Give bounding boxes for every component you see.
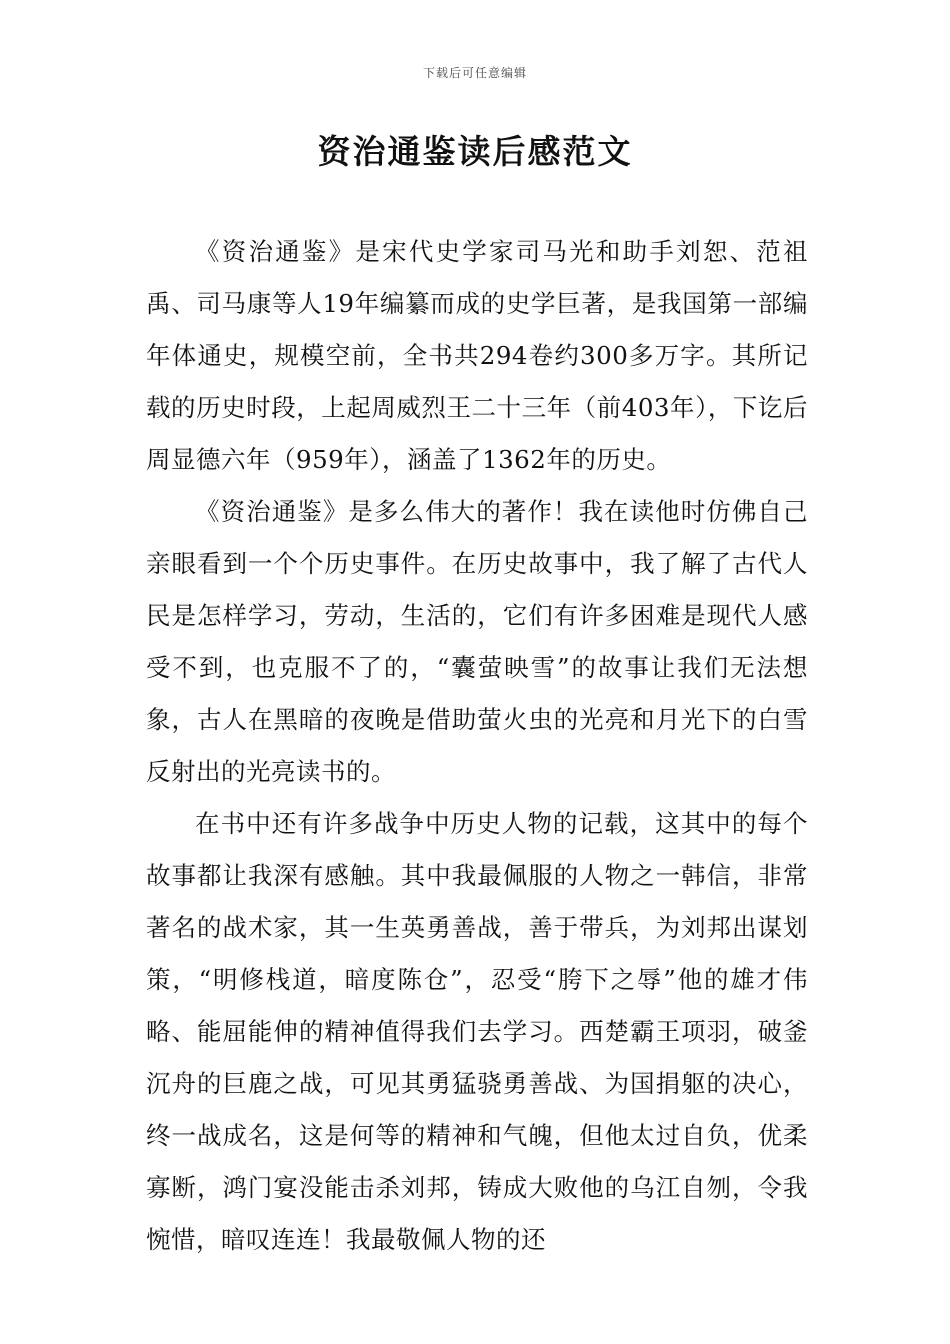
- document-title: 资治通鉴读后感范文: [317, 132, 633, 171]
- paragraph: 《资治通鉴》是多么伟大的著作！我在读他时仿佛自己亲眼看到一个个历史事件。在历史故事中，我了解了古代人民是怎样学习，劳动，生活的，它们有许多困难是现代人感受不到，也克服不了的，“囊萤映雪”的故事让我们无法想象，古人在黑暗的夜晚是借助萤火虫的光亮和月光下的白雪反射出的光亮读书的。: [146, 497, 808, 786]
- paragraph: 《资治通鉴》是宋代史学家司马光和助手刘恕、范祖禹、司马康等人19年编纂而成的史学巨著，是我国第一部编年体通史，规模空前，全书共294卷约300多万字。其所记载的历史时段，上起周威烈王二十三年（前403年），下讫后周显德六年（959年），涵盖了1362年的历史。: [146, 237, 808, 474]
- document-body: [146, 226, 808, 1266]
- paragraph: 在书中还有许多战争中历史人物的记载，这其中的每个故事都让我深有感触。其中我最佩服的人物之一韩信，非常著名的战术家，其一生英勇善战，善于带兵，为刘邦出谋划策，“明修栈道，暗度陈仓”，忍受“胯下之辱”他的雄才伟略、能屈能伸的精神值得我们去学习。西楚霸王项羽，破釜沉舟的巨鹿之战，可见其勇猛骁勇善战、为国捐躯的决心，终一战成名，这是何等的精神和气魄，但他太过自负，优柔寡断，鸿门宴没能击杀刘邦，铸成大败他的乌江自刎，令我惋惜，暗叹连连！我最敬佩人物的还: [146, 809, 808, 1254]
- header-note: 下载后可任意编辑: [422, 66, 527, 80]
